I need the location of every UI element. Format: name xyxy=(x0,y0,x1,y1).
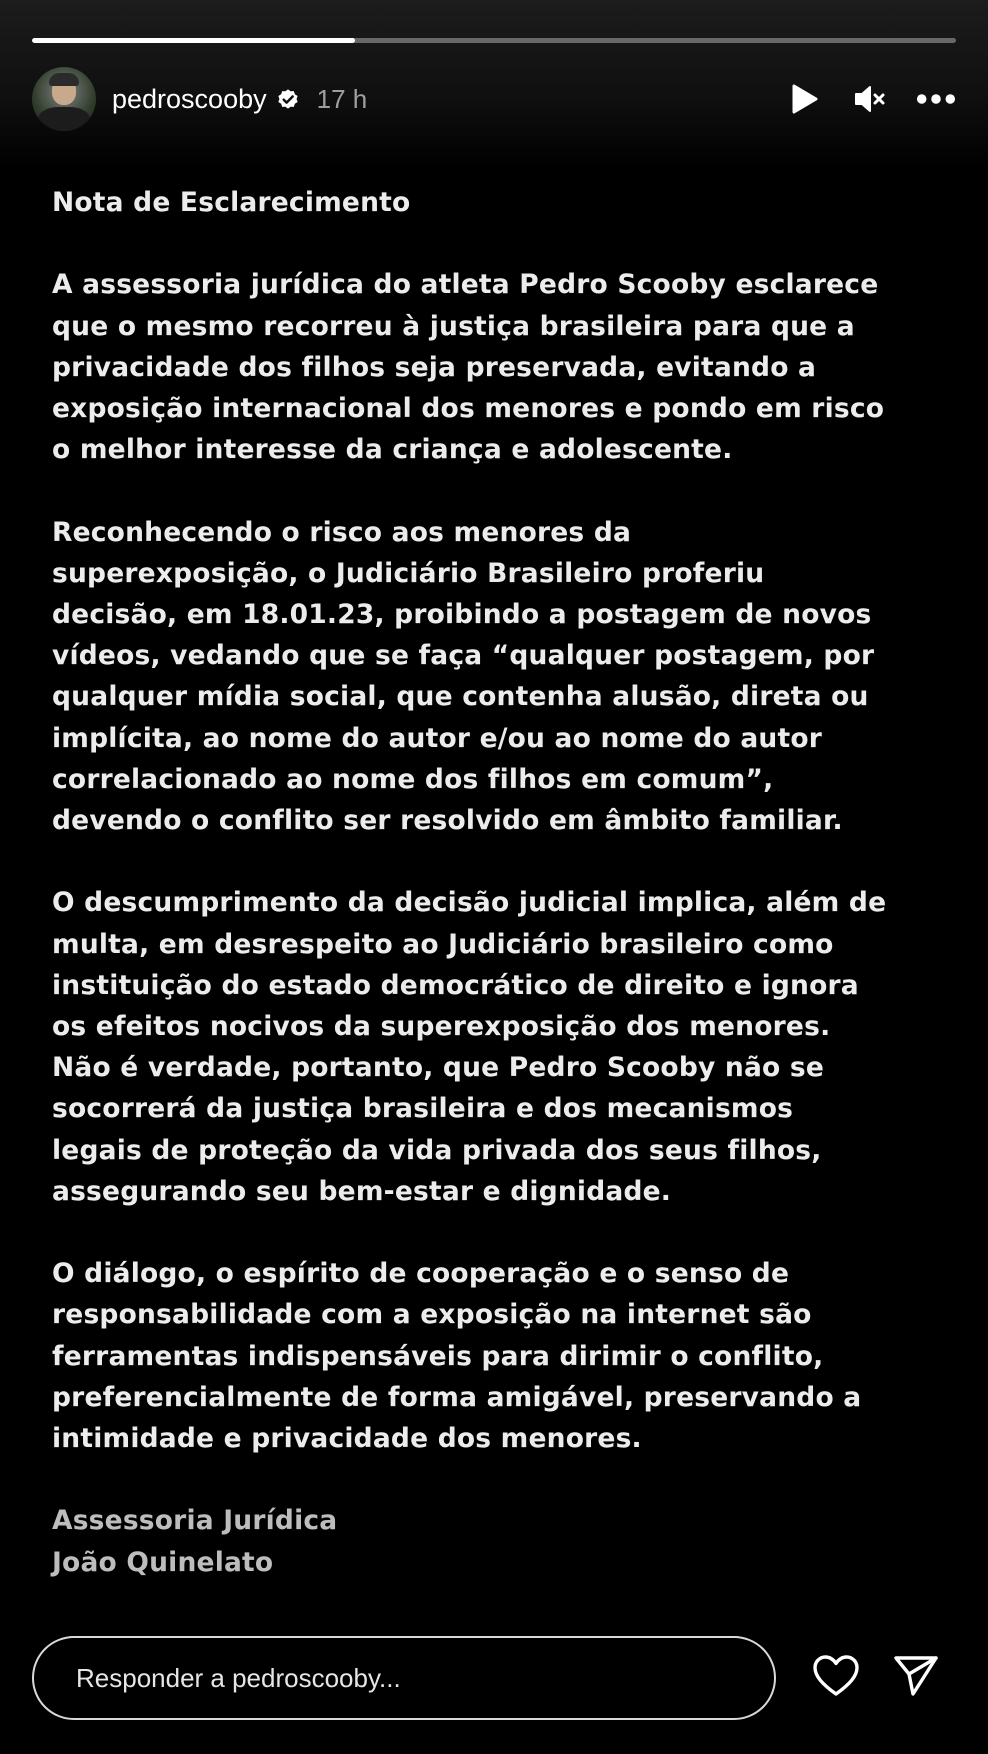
story-header xyxy=(32,67,956,131)
heart-icon xyxy=(812,1654,860,1698)
avatar-cap xyxy=(49,73,79,86)
note-signature: Assessoria Jurídica João Quinelato xyxy=(52,1505,338,1578)
story-progress-fill xyxy=(32,38,355,43)
share-button[interactable] xyxy=(890,1650,942,1702)
mute-button[interactable] xyxy=(850,79,890,119)
like-button[interactable] xyxy=(810,1650,862,1702)
note-paragraph-3: O descumprimento da decisão judicial implica, além de multa, em desrespeito ao Judiciário brasileiro como instituição do estado democrático de direito e ignora os efeitos nocivos da superexposição dos menores. Não é verdade, portanto, que Pedro Scooby não se socorrerá da justiça brasileira e dos mecanismos legais de proteção da vida privada dos seus filhos, assegurando seu bem-estar e dignidade. xyxy=(52,887,887,1207)
note-paragraph-1: A assessoria jurídica do atleta Pedro Scooby esclarece que o mesmo recorreu à justiça brasileira para que a privacidade dos filhos seja preservada, evitando a exposição internacional dos menores e pondo em risco o melhor interesse da criança e adolescente. xyxy=(52,269,885,466)
note-paragraph-4: O diálogo, o espírito de cooperação e o senso de responsabilidade com a exposição na internet são ferramentas indispensáveis para dirimir o conflito, preferencialmente de forma amigável, preservando a intimidade e privacidade dos menores. xyxy=(52,1258,862,1455)
play-button[interactable] xyxy=(784,79,824,119)
story-controls xyxy=(784,79,956,119)
story-note-image xyxy=(52,182,942,1583)
story-progress-bar xyxy=(32,38,956,43)
post-time: 17 h xyxy=(316,83,368,114)
avatar[interactable] xyxy=(32,67,96,131)
username[interactable]: pedroscooby xyxy=(112,83,267,114)
more-options-icon xyxy=(916,93,956,105)
avatar-shoulders xyxy=(38,107,90,131)
note-paragraph-2: Reconhecendo o risco aos menores da superexposição, o Judiciário Brasileiro proferiu decisão, em 18.01.23, proibindo a postagem de novos vídeos, vedando que se faça “qualquer postagem, por qualquer mídia social, que contenha alusão, direta ou implícita, ao nome do autor e/ou ao nome do autor correlacionado ao nome dos filhos em comum”, devendo o conflito ser resolvido em âmbito familiar. xyxy=(52,516,875,837)
send-icon xyxy=(893,1654,939,1698)
more-options-button[interactable] xyxy=(916,79,956,119)
reply-box[interactable] xyxy=(32,1636,776,1720)
reply-input[interactable] xyxy=(74,1662,774,1695)
verified-badge-icon xyxy=(275,86,301,112)
play-icon xyxy=(789,83,819,115)
speaker-muted-icon xyxy=(853,83,887,115)
note-title: Nota de Esclarecimento xyxy=(52,187,411,218)
